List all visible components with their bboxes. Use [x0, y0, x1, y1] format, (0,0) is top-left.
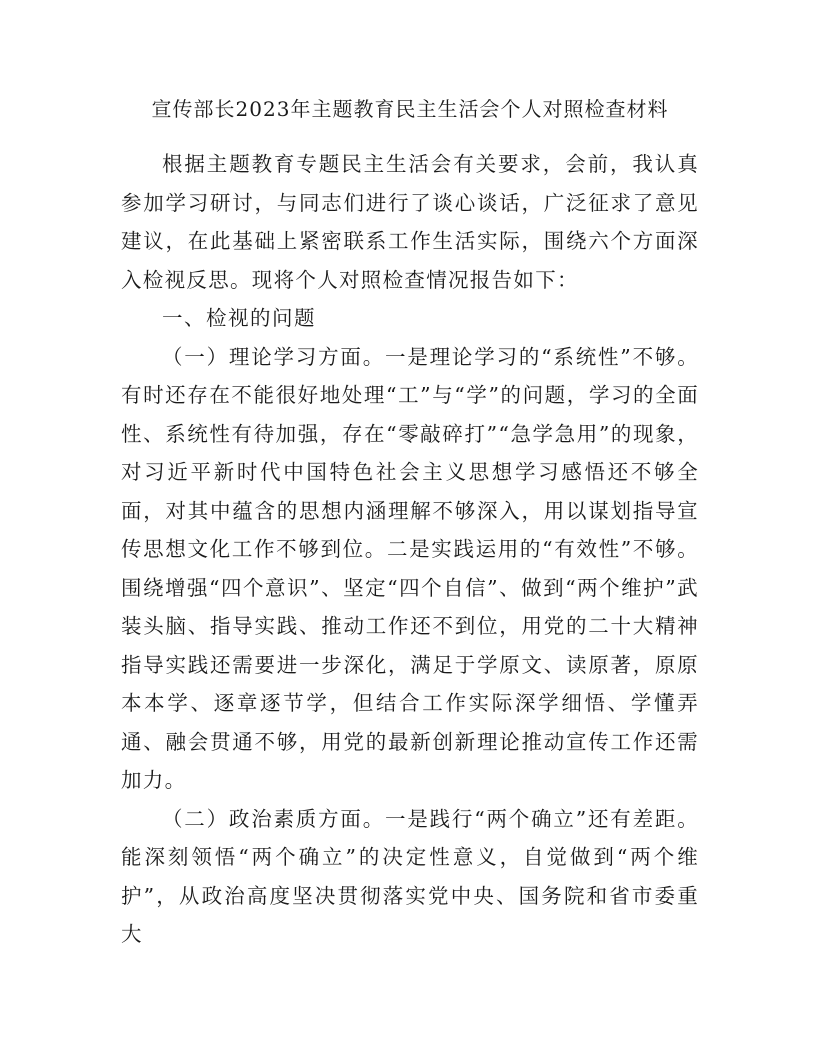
intro-paragraph: 根据主题教育专题民主生活会有关要求，会前，我认真参加学习研讨，与同志们进行了谈心谈话，广泛征求了意见建议，在此基础上紧密联系工作生活实际，围绕六个方面深入检视反思。现将个人对照检查情况报告如下：: [121, 152, 699, 292]
paragraph-political-quality: （二）政治素质方面。一是践行“两个确立”还有差距。能深刻领悟“两个确立”的决定性意义，自觉做到“两个维护”，从政治高度坚决贯彻落实党中央、国务院和省市委重大: [121, 806, 699, 946]
paragraph-theory-study: （一）理论学习方面。一是理论学习的“系统性”不够。有时还存在不能很好地处理“工”与“学”的问题，学习的全面性、系统性有待加强，存在“零敲碎打”“急学急用”的现象，对习近平新时代中国特色社会主义思想学习感悟还不够全面，对其中蕴含的思想内涵理解不够深入，用以谋划指导宣传思想文化工作不够到位。二是实践运用的“有效性”不够。围绕增强“四个意识”、坚定“四个自信”、做到“两个维护”武装头脑、指导实践、推动工作还不到位，用党的二十大精神指导实践还需要进一步深化，满足于学原文、读原著，原原本本学、逐章逐节学，但结合工作实际深学细悟、学懂弄通、融会贯通不够，用党的最新创新理论推动宣传工作还需加力。: [121, 344, 699, 792]
document-title: 宣传部长2023年主题教育民主生活会个人对照检查材料: [151, 97, 669, 121]
section-heading-problems: 一、检视的问题: [162, 306, 316, 330]
document-body: [121, 145, 699, 954]
